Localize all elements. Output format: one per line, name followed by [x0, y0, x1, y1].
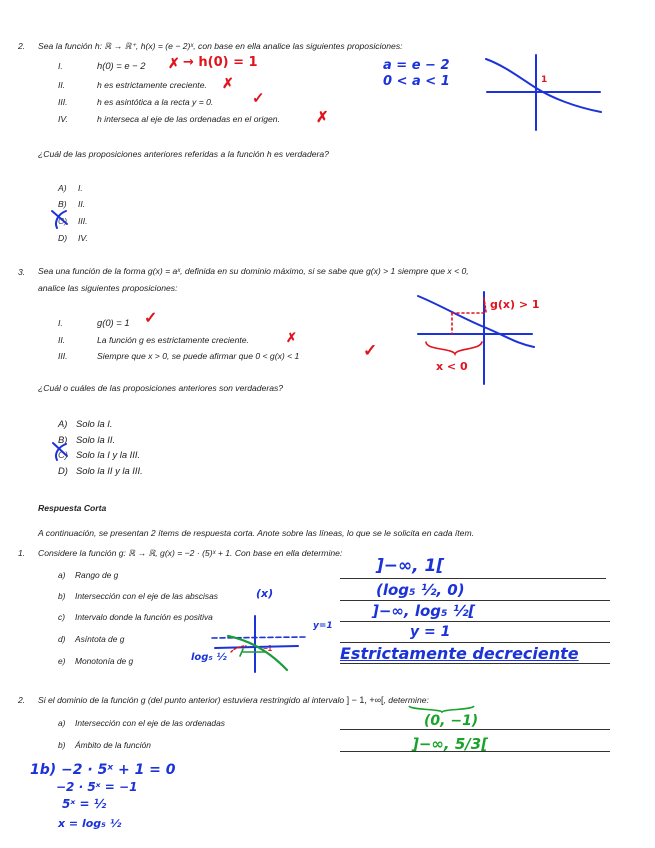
q2-question: ¿Cuál de las proposiciones anteriores referidas a la función h es verdadera?: [38, 149, 329, 159]
item-letter: b): [58, 591, 66, 601]
item-text: Intervalo donde la función es positiva: [75, 612, 213, 622]
item-note: (x): [256, 587, 274, 600]
option-text: Solo la II y la III.: [76, 465, 143, 476]
option-letter: B): [58, 434, 68, 445]
sr-sketch-graph: [212, 616, 305, 672]
q2-prop-text: h(0) = e − 2: [97, 60, 146, 71]
sr-q1-number: 1.: [18, 548, 26, 558]
selected-option-mark: [52, 211, 67, 228]
q2-stem: Sea la función h: ℝ → ℝ⁺, h(x) = (e − 2)ˣ, con base en ella analice las siguientes proposiciones:: [38, 41, 403, 51]
q2-note-range: 0 < a < 1: [383, 74, 450, 89]
q2-sketch-graph: [486, 55, 601, 130]
graph-note: log₅ ½: [191, 652, 227, 663]
work-line: 1b) −2 · 5ˣ + 1 = 0: [30, 762, 176, 778]
item-letter: a): [58, 718, 66, 728]
handwritten-answer: ]−∞, log₅ ½[: [372, 602, 476, 620]
q2-prop-num: III.: [58, 97, 68, 107]
q3-number: 3.: [18, 267, 26, 277]
q3-prop-num: II.: [58, 335, 66, 345]
option-text: Solo la I y la III.: [76, 449, 141, 460]
item-text: Intersección con el eje de las abscisas: [75, 591, 218, 601]
option-letter: C): [58, 449, 68, 460]
cross-mark: ✗: [222, 75, 234, 91]
option-text: III.: [78, 216, 88, 226]
item-text: Intersección con el eje de las ordenadas: [75, 718, 225, 728]
option-letter: D): [58, 465, 68, 476]
handwritten-answer: ]−∞, 5/3[: [412, 735, 489, 753]
item-letter: a): [58, 570, 66, 580]
cross-mark: ✗: [168, 55, 180, 71]
handwritten-answer: ]−∞, 1[: [376, 556, 445, 576]
item-text: Rango de g: [75, 570, 119, 580]
work-line: x = log₅ ½: [58, 817, 122, 830]
item-text: Asíntota de g: [75, 634, 125, 644]
q3-prop-text: La función g es estrictamente creciente.: [97, 335, 249, 345]
sr-q1-stem: Considere la función g: ℝ → ℝ, g(x) = −2 · (5)ˣ + 1. Con base en ella determine:: [38, 548, 343, 558]
selected-option-mark: [53, 443, 67, 460]
section-title: Respuesta Corta: [38, 503, 107, 513]
q3-prop-text: g(0) = 1: [97, 317, 130, 328]
option-letter: A): [58, 183, 67, 193]
section-intro: A continuación, se presentan 2 ítems de respuesta corta. Anote sobre las líneas, lo que se le solicita en cada ítem.: [38, 528, 474, 538]
work-line: 5ˣ = ½: [62, 797, 107, 811]
option-text: Solo la II.: [76, 434, 116, 445]
item-letter: c): [58, 612, 65, 622]
graph-note: y=1: [313, 621, 333, 631]
item-letter: e): [58, 656, 66, 666]
sr-q2-interval: ] − 1, +∞[: [346, 695, 384, 705]
option-letter: C): [58, 216, 68, 226]
q3-sketch-graph: [418, 292, 534, 384]
q3-note-xlt0: x < 0: [436, 360, 468, 373]
interval-underline: [409, 706, 474, 712]
q2-prop-num: IV.: [58, 114, 68, 124]
q2-prop-text: h interseca al eje de las ordenadas en el origen.: [97, 114, 280, 124]
q2-graph-label: 1: [541, 75, 548, 85]
q3-prop-text: Siempre que x > 0, se puede afirmar que 0 < g(x) < 1: [97, 351, 300, 361]
sr-q2-number: 2.: [18, 695, 26, 705]
q3-question: ¿Cuál o cuáles de las proposiciones anteriores son verdaderas?: [38, 383, 284, 393]
q3-note-gx: g(x) > 1: [490, 298, 540, 311]
option-text: Solo la I.: [76, 418, 113, 429]
option-letter: B): [58, 199, 67, 209]
cross-mark: ✗: [316, 109, 329, 126]
handwritten-answer: y = 1: [410, 624, 451, 640]
cross-mark: ✗: [286, 330, 297, 345]
q2-number: 2.: [18, 41, 26, 51]
q3-stem: Sea una función de la forma g(x) = aˣ, definida en su dominio máximo, si se sabe que g(x) > 1 siempre que x < 0,: [38, 266, 469, 276]
q3-prop-num: III.: [58, 351, 68, 361]
option-text: IV.: [78, 233, 88, 243]
handwritten-answer: (log₅ ½, 0): [376, 581, 465, 599]
check-mark: ✓: [252, 90, 265, 107]
work-line: −2 · 5ˣ = −1: [56, 780, 138, 794]
option-letter: D): [58, 233, 68, 243]
check-mark: ✓: [144, 310, 158, 327]
sr-q2-stem: Si el dominio de la función g (del punto anterior) estuviera restringido al intervalo ] − 1, +∞[, determine:: [38, 695, 429, 705]
graph-note: −1: [263, 644, 273, 653]
item-text: Monotonía de g: [75, 656, 134, 666]
q2-note-a: a = e − 2: [383, 58, 450, 73]
q3-stem: analice las siguientes proposiciones:: [38, 283, 178, 293]
item-letter: b): [58, 740, 66, 750]
q2-prop-num: II.: [58, 80, 66, 90]
q2-prop-num: I.: [58, 61, 63, 71]
q3-prop-num: I.: [58, 318, 63, 328]
q2-h0-note: → h(0) = 1: [183, 55, 258, 70]
option-letter: A): [58, 418, 68, 429]
item-letter: d): [58, 634, 66, 644]
check-mark: ✓: [363, 341, 378, 360]
option-text: I.: [78, 183, 83, 193]
item-text: Ámbito de la función: [75, 740, 151, 750]
handwritten-answer: (0, −1): [424, 713, 479, 729]
q2-prop-text: h es asintótica a la recta y = 0.: [97, 97, 214, 107]
option-text: II.: [78, 199, 86, 209]
handwritten-answer: Estrictamente decreciente: [340, 644, 579, 663]
q2-prop-text: h es estrictamente creciente.: [97, 80, 207, 90]
